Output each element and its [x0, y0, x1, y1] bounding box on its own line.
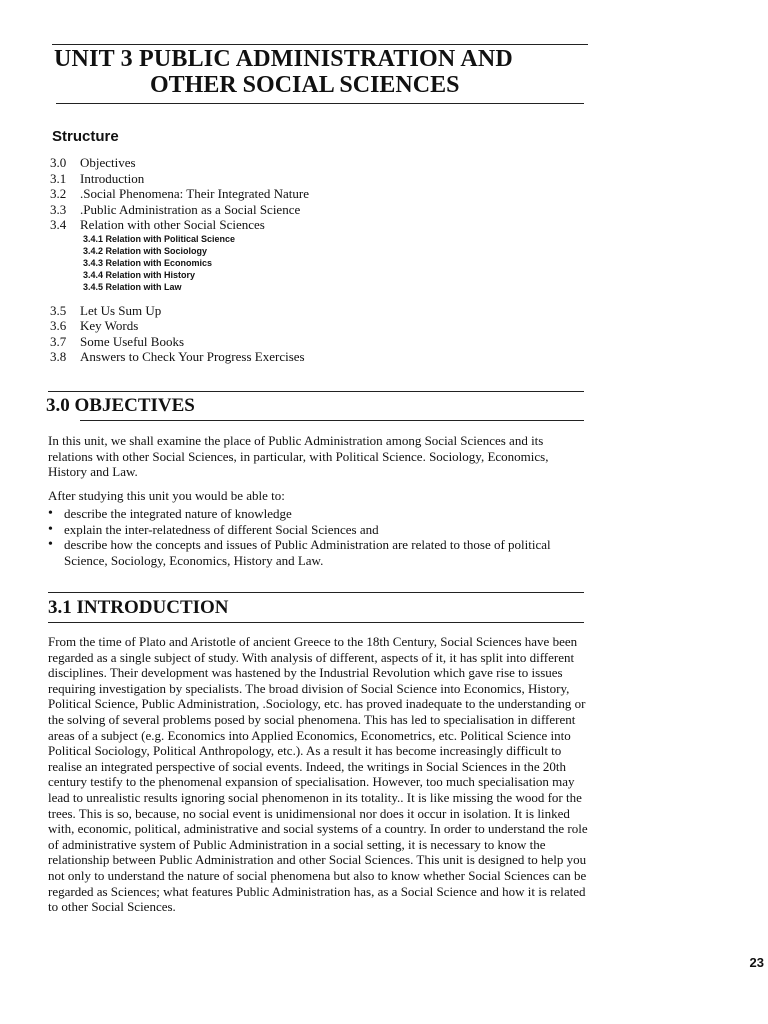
page-number: 23 [749, 955, 764, 970]
toc-item [50, 217, 610, 233]
toc-subitem: 3.4.2 Relation with Sociology [83, 245, 208, 256]
toc-label: Key Words [80, 318, 139, 333]
toc-item [50, 318, 610, 334]
introduction-heading: 3.1 INTRODUCTION [48, 597, 229, 618]
section-rule [48, 391, 584, 392]
section-rule [48, 592, 584, 593]
toc-label: Introduction [80, 170, 145, 186]
objectives-heading: 3.0 OBJECTIVES [46, 395, 195, 416]
list-item: • explain the inter-relatedness of different Social Sciences and [48, 522, 588, 538]
toc-number: 3.3 [50, 201, 67, 217]
objectives-intro: In this unit, we shall examine the place of Public Administration among Social Sciences and its relations with other Social Sciences, in particular, with Political Science. Sociology, Economics, History and Law. [48, 433, 549, 479]
unit-title-line-1: UNIT 3 PUBLIC ADMINISTRATION AND [54, 46, 513, 72]
toc-item [50, 155, 610, 171]
toc-number: 3.6 [50, 318, 67, 333]
toc-item [50, 303, 610, 319]
toc-item [50, 186, 610, 202]
toc-number: 3.4 [50, 217, 67, 232]
list-item: • describe how the concepts and issues of Public Administration are related to those of political Science, Sociology, Economics, History and Law. [48, 537, 588, 568]
toc-label: Relation with other Social Sciences [80, 217, 265, 232]
list-item: • describe the integrated nature of knowledge [48, 506, 588, 522]
structure-heading: Structure [52, 128, 119, 145]
section-rule [80, 420, 584, 421]
toc-subitem: 3.4.1 Relation with Political Science [83, 233, 236, 244]
toc-number: 3.2 [50, 186, 67, 201]
toc-number: 3.7 [50, 333, 67, 349]
section-rule [48, 622, 584, 623]
toc-number: 3.1 [50, 170, 67, 186]
unit-title-line-2: OTHER SOCIAL SCIENCES [150, 72, 460, 98]
top-rule [52, 44, 588, 45]
toc-number: 3.8 [50, 349, 67, 364]
toc-label: Let Us Sum Up [80, 302, 162, 318]
objectives-list [48, 506, 588, 568]
objectives-after: After studying this unit you would be able to: [48, 488, 285, 503]
toc-label: Objectives [80, 155, 136, 170]
table-of-contents [50, 155, 610, 365]
title-rule [56, 103, 584, 104]
toc-number: 3.0 [50, 155, 67, 170]
toc-subitem: 3.4.5 Relation with Law [83, 281, 182, 292]
toc-label: Some Useful Books [80, 333, 184, 349]
toc-item [50, 171, 610, 187]
toc-number: 3.5 [50, 302, 67, 318]
toc-item [50, 349, 610, 365]
toc-label: Answers to Check Your Progress Exercises [80, 349, 305, 364]
toc-label: .Social Phenomena: Their Integrated Nature [80, 186, 309, 201]
toc-subitem: 3.4.3 Relation with Economics [83, 257, 213, 268]
toc-subitem: 3.4.4 Relation with History [83, 269, 196, 280]
toc-item [50, 334, 610, 350]
toc-label: .Public Administration as a Social Science [80, 201, 301, 217]
toc-item [50, 202, 610, 218]
introduction-text: From the time of Plato and Aristotle of ancient Greece to the 18th Century, Social Sciences have been regarded as a single subject of study. With analysis of different, aspects of it, it has split into different disciplines. Their development was hastened by the Industrial Revolution which gave rise to issues requiring investigation by specialists. The broad division of Social Science into Economics, History, Political Science, Public Administration, .Sociology, etc. has proved inadequate to the understanding or the solving of several problems posed by social phenomena. This has led to specialisation in different areas of a subject (e.g. Economics into Applied Economics, Econometrics, etc. Political Science into Political Sociology, Political Anthropology, etc.). As a result it has become increasingly difficult to realise an integrated perspective of social events. Indeed, the writings in Social Sciences in the 20th century testify to the phenomenal expansion of specialisation. However, too much specialisation may lead to unrealistic results ignoring social phenomenon in its totality.. It is like missing the wood for the trees. This is so, because, no social event is unidimensional nor does it occur in isolation. It is linked with, economic, political, administrative and social systems of a country. In order to understand the role of administrative system of Public Administration in a social setting, it is necessary to know the relationship between Public Administration and other Social Sciences. This unit is designed to help you not only to understand the nature of social phenomena but also to know whether Social Sciences can be regarded as Sciences; what features Public Administration has, as a Social Science and how it is related to other Social Sciences. [48, 634, 588, 915]
